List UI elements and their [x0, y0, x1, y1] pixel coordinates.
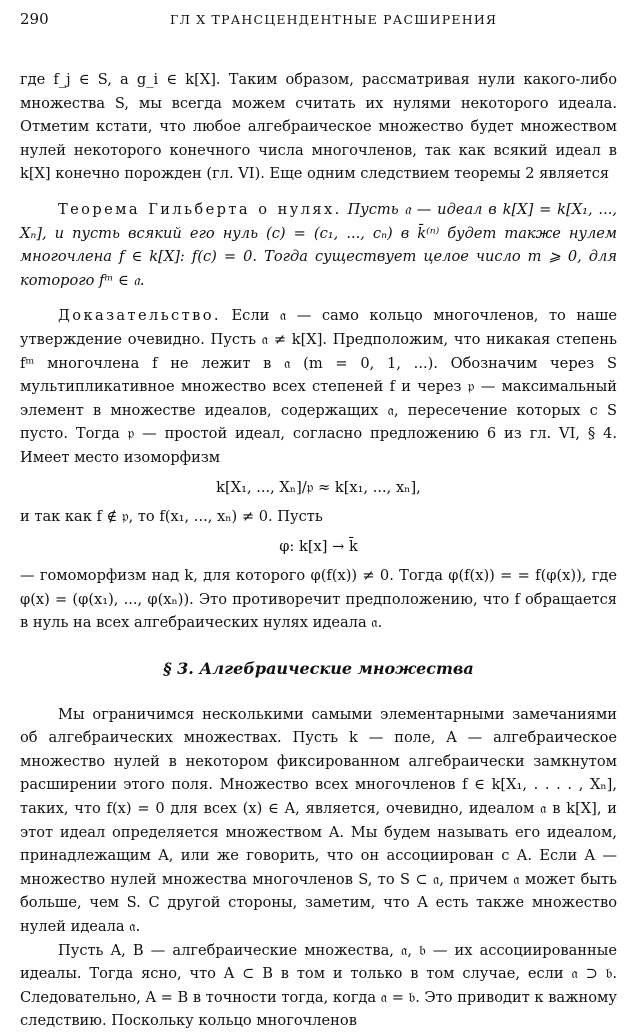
proof	[20, 304, 617, 469]
theorem-label: Теорема Гильберта о нулях.	[58, 200, 342, 218]
proof-text: Если 𝔞 — само кольцо многочленов, то наше утверждение очевидно. Пусть 𝔞 ≠ k[X]. Предположим, что никакая степень fᵐ многочлена f не лежит в 𝔞 (m = 0, 1, ...). Обозначим через S мультипликативное множество всех степеней f и через 𝔭 — максимальный элемент в множестве идеалов, содержащих 𝔞, пересечение которых с S пусто. Тогда 𝔭 — простой идеал, согласно предложению 6 из гл. VI, § 4. Имеет место изоморфизм	[20, 307, 618, 466]
formula-homomorphism: φ: k[x] → k̄	[279, 537, 358, 555]
paragraph-intro: где f_j ∈ S, а g_i ∈ k[X]. Таким образом, рассматривая нули какого-либо множества S, мы всегда можем считать их нулями некоторого идеала. Отметим кстати, что любое алгебраическое множество будет множеством нулей некоторого конечного числа многочленов, так как всякий идеал в k[X] конечно порожден (гл. VI). Еще одним следствием теоремы 2 является	[20, 71, 617, 183]
theorem-text: Пусть 𝔞 — идеал в k[X] = k[X₁, ..., Xₙ], и пусть всякий его нуль (c) = (c₁, ..., cₙ) в k̄⁽ⁿ⁾ будет также нулем многочлена f ∈ k[X]: f(c) = 0. Тогда существует целое число m ⩾ 0, для которого fᵐ ∈ 𝔞.	[20, 200, 617, 289]
paragraph-algebraic-sets: Мы ограничимся несколькими самыми элементарными замечаниями об алгебраических множествах. Пусть k — поле, A — алгебраическое множество нулей в некотором фиксированном алгебраически замкнутом расширении этого поля. Множество всех многочленов f ∈ k[X₁, . . . . , Xₙ], таких, что f(x) = 0 для всех (x) ∈ A, является, очевидно, идеалом 𝔞 в k[X], и этот идеал определяется множеством A. Мы будем называть его идеалом, принадлежащим A, или же говорить, что он ассоциирован с A. Если A — множество нулей множества многочленов S, то S ⊂ 𝔞, причем 𝔞 может быть больше, чем S. С другой стороны, заметим, что A есть также множество нулей идеала 𝔞.	[20, 705, 617, 935]
proof-continuation-1: и так как f ∉ 𝔭, то f(x₁, ..., xₙ) ≠ 0. Пусть	[20, 508, 323, 526]
running-title: ГЛ X ТРАНСЦЕНДЕНТНЫЕ РАСШИРЕНИЯ	[170, 12, 498, 27]
section-heading: § 3. Алгебраические множества	[163, 659, 474, 679]
paragraph-associated-ideals: Пусть A, B — алгебраические множества, 𝔞, 𝔟 — их ассоциированные идеалы. Тогда ясно, что A ⊂ B в том и только в том случае, если 𝔞 ⊃ 𝔟. Следовательно, A = B в точности тогда, когда 𝔞 = 𝔟. Это приводит к важному следствию. Поскольку кольцо многочленов	[20, 941, 617, 1030]
proof-label: Доказательство.	[58, 307, 221, 325]
proof-continuation-2: — гомоморфизм над k, для которого φ(f(x)) ≠ 0. Тогда φ(f(x)) = = f(φ(x)), где φ(x) = (φ(x₁), ..., φ(xₙ)). Это противоречит предположению, что f обращается в нуль на всех алгебраических нулях идеала 𝔞.	[20, 567, 617, 632]
body-text	[20, 68, 617, 1033]
running-head	[20, 10, 617, 30]
formula-isomorphism: k[X₁, ..., Xₙ]/𝔭 ≈ k[x₁, ..., xₙ],	[216, 478, 421, 496]
page-number: 290	[20, 10, 49, 28]
theorem	[20, 198, 617, 292]
